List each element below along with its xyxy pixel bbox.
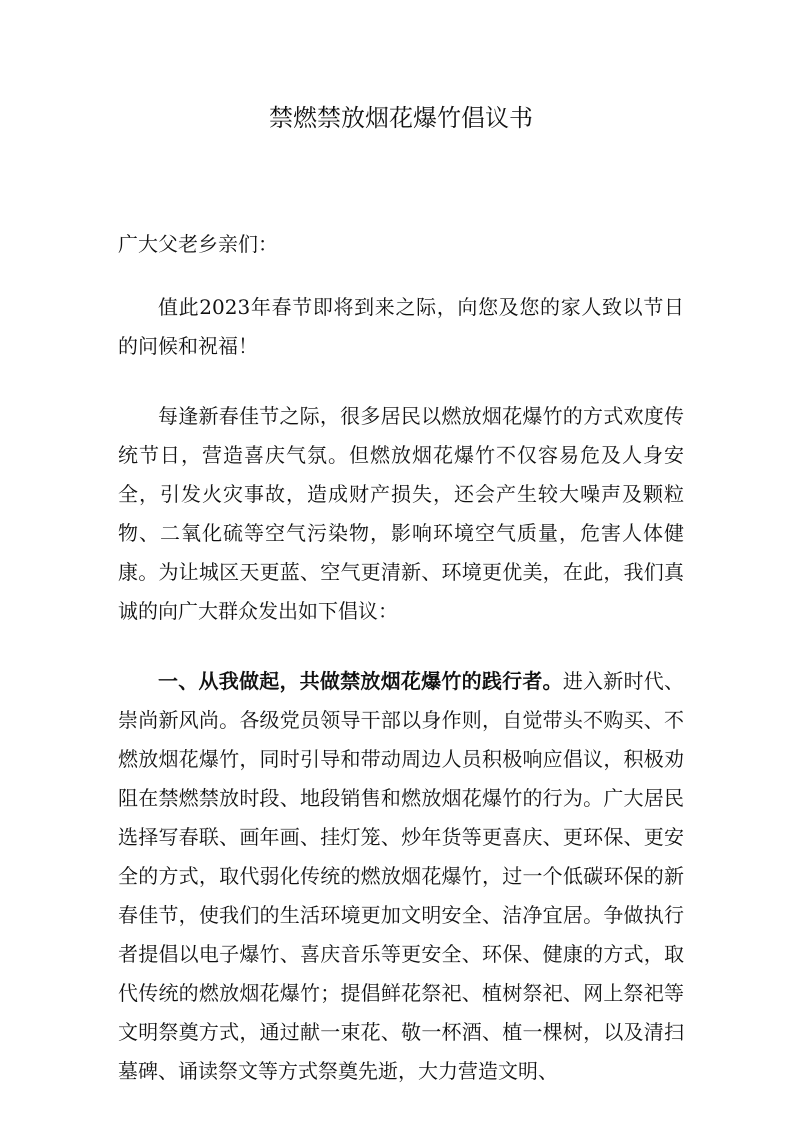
- paragraph-background-text: 每逢新春佳节之际，很多居民以燃放烟花爆竹的方式欢度传统节日，营造喜庆气氛。但燃放烟花爆竹不仅容易危及人身安全，引发火灾事故，造成财产损失，还会产生较大噪声及颗粒物、二氧化硫等空气污染物，影响环境空气质量，危害人体健康。为让城区天更蓝、空气更清新、环境更优美，在此，我们真诚的向广大群众发出如下倡议：: [118, 404, 684, 623]
- paragraph-greeting: [118, 288, 684, 366]
- salutation: 广大父老乡亲们：: [118, 232, 278, 256]
- proposal-1-text: 进入新时代、崇尚新风尚。各级党员领导干部以身作则，自觉带头不购买、不燃放烟花爆竹，同时引导和带动周边人员积极响应倡议，积极劝阻在禁燃禁放时段、地段销售和燃放烟花爆竹的行为。广大居民选择写春联、画年画、挂灯笼、炒年货等更喜庆、更环保、更安全的方式，取代弱化传统的燃放烟花爆竹，过一个低碳环保的新春佳节，使我们的生活环境更加文明安全、洁净宜居。争做执行者提倡以电子爆竹、喜庆音乐等更安全、环保、健康的方式，取代传统的燃放烟花爆竹；提倡鲜花祭祀、植树祭祀、网上祭祀等文明祭奠方式，通过献一束花、敬一杯酒、植一棵树，以及清扫墓碑、诵读祭文等方式祭奠先逝，大力营造文明、: [118, 669, 685, 1083]
- paragraph-greeting-text: 值此2023年春节即将到来之际，向您及您的家人致以节日的问候和祝福！: [118, 295, 684, 358]
- document-title: 禁燃禁放烟花爆竹倡议书: [269, 104, 533, 132]
- proposal-1-heading: 一、从我做起，共做禁放烟花爆竹的践行者。: [158, 669, 563, 693]
- document-body: [118, 288, 684, 1122]
- paragraph-proposal-1: [118, 662, 684, 1091]
- paragraph-background: [118, 397, 684, 631]
